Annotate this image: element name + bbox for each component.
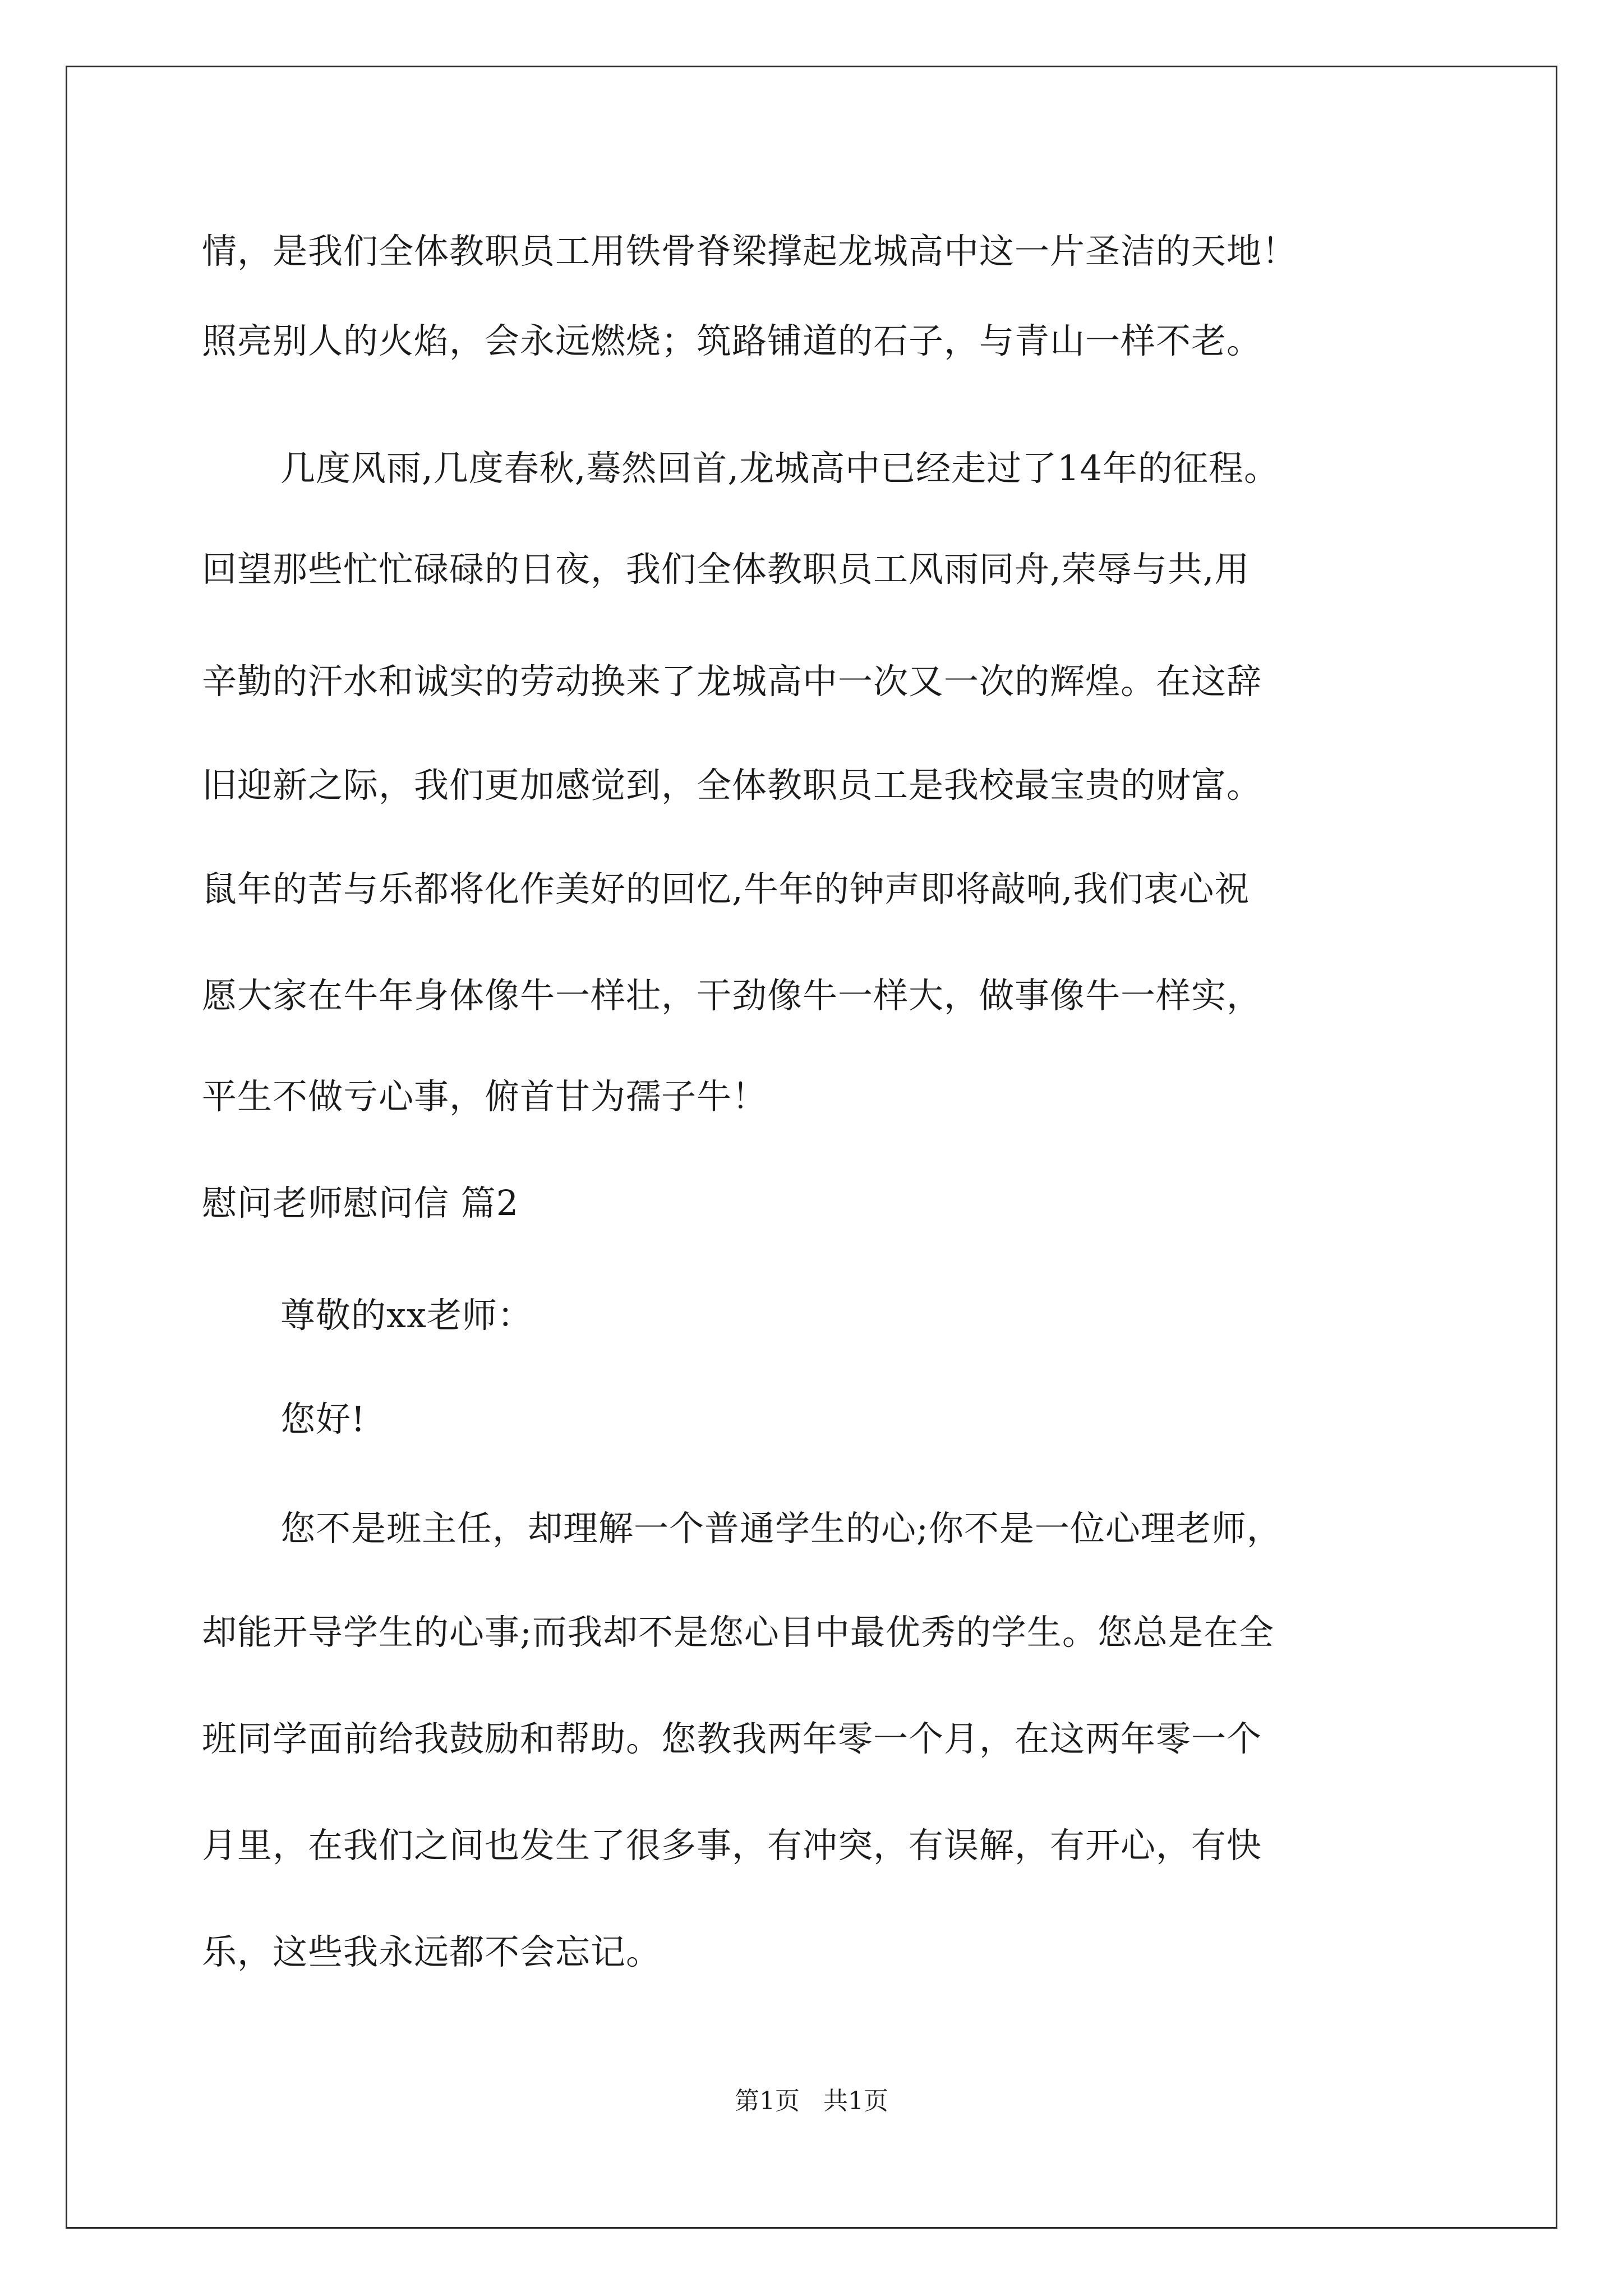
salutation: 尊敬的xx老师： [280, 1295, 533, 1336]
body-line: 鼠年的苦与乐都将化作美好的回忆,牛年的钟声即将敲响,我们衷心祝 [202, 868, 1250, 909]
paragraph-first-line: 几度风雨,几度春秋,蓦然回首,龙城高中已经走过了14年的征程。 [280, 448, 1280, 489]
body-line: 情，是我们全体教职员工用铁骨脊梁撑起龙城高中这一片圣洁的天地！ [202, 231, 1298, 272]
body-line: 却能开导学生的心事;而我却不是您心目中最优秀的学生。您总是在全 [202, 1612, 1274, 1653]
section-heading: 慰问老师慰问信 篇2 [202, 1182, 519, 1223]
body-line: 平生不做亏心事，俯首甘为孺子牛！ [202, 1076, 768, 1117]
greeting: 您好! [280, 1398, 366, 1439]
body-line: 辛勤的汗水和诚实的劳动换来了龙城高中一次又一次的辉煌。在这辞 [202, 661, 1262, 702]
body-line: 照亮别人的火焰，会永远燃烧；筑路铺道的石子，与青山一样不老。 [202, 320, 1262, 361]
body-line: 愿大家在牛年身体像牛一样壮，干劲像牛一样大，做事像牛一样实， [202, 975, 1262, 1016]
body-line: 乐，这些我永远都不会忘记。 [202, 1931, 662, 1972]
body-line: 月里，在我们之间也发生了很多事，有冲突，有误解，有开心，有快 [202, 1825, 1262, 1866]
paragraph-first-line: 您不是班主任，却理解一个普通学生的心;你不是一位心理老师， [280, 1508, 1282, 1549]
body-line: 旧迎新之际，我们更加感觉到，全体教职员工是我校最宝贵的财富。 [202, 765, 1262, 806]
body-line: 班同学面前给我鼓励和帮助。您教我两年零一个月，在这两年零一个 [202, 1718, 1262, 1759]
page-number-footer: 第1页 共1页 [735, 2087, 888, 2115]
body-line: 回望那些忙忙碌碌的日夜，我们全体教职员工风雨同舟,荣辱与共,用 [202, 549, 1250, 590]
page-border [66, 66, 1557, 2229]
